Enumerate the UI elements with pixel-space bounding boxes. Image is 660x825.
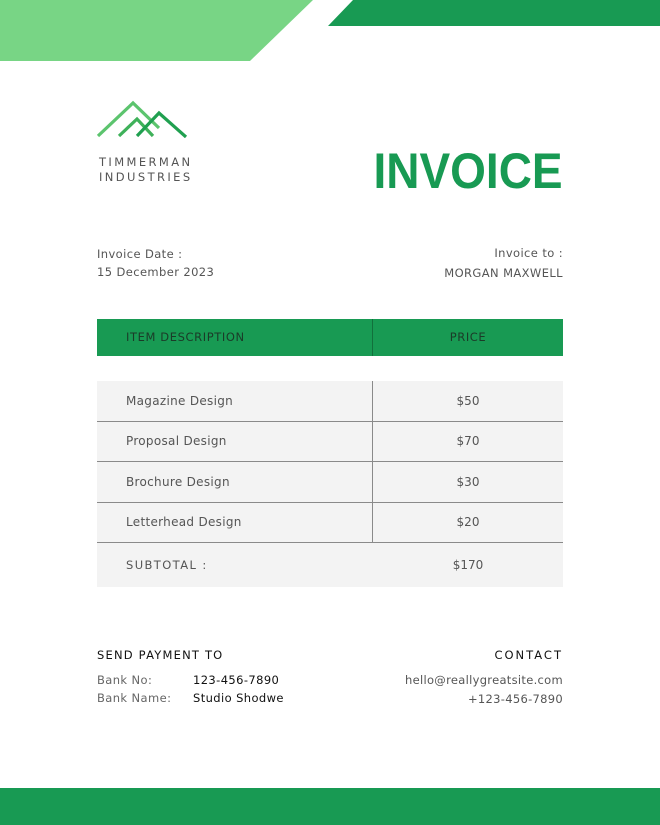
item-price: $70 (456, 434, 480, 449)
table-row (97, 503, 563, 544)
column-header-description: ITEM DESCRIPTION (97, 319, 373, 356)
invoice-date-label: Invoice Date : (97, 247, 183, 261)
footer-decor-band (0, 788, 660, 825)
item-description: Letterhead Design (97, 503, 373, 543)
items-table (97, 381, 563, 587)
contact-phone: +123-456-7890 (467, 692, 563, 706)
contact-heading: CONTACT (494, 648, 563, 662)
subtotal-row (97, 543, 563, 587)
header-decor-light-band (0, 0, 313, 61)
company-name (99, 155, 193, 185)
table-header (97, 319, 563, 356)
invoice-to-value: MORGAN MAXWELL (444, 266, 563, 280)
header-decor-dark-band (328, 0, 660, 26)
invoice-title: INVOICE (373, 143, 563, 199)
item-price: $50 (456, 393, 480, 408)
item-price: $30 (456, 474, 480, 489)
column-header-price: PRICE (449, 330, 487, 344)
company-name-line1: TIMMERMAN (99, 155, 193, 169)
item-description: Magazine Design (97, 381, 373, 421)
bank-name-line (97, 689, 284, 707)
invoice-date-value: 15 December 2023 (97, 265, 215, 279)
table-row (97, 381, 563, 422)
item-description: Brochure Design (97, 462, 373, 502)
table-row (97, 422, 563, 463)
contact-email[interactable]: hello@reallygreatsite.com (405, 673, 563, 687)
subtotal-value: $170 (452, 558, 484, 572)
invoice-to-label: Invoice to : (494, 246, 563, 260)
bank-number-label: Bank No: (97, 673, 153, 687)
subtotal-label: SUBTOTAL : (126, 558, 208, 572)
company-name-line2: INDUSTRIES (99, 170, 193, 184)
bank-name-label: Bank Name: (97, 691, 172, 705)
contact-section (405, 648, 563, 709)
bank-name-value: Studio Shodwe (193, 691, 284, 705)
payment-heading: SEND PAYMENT TO (97, 648, 224, 662)
item-description: Proposal Design (97, 422, 373, 462)
bank-number-value: 123-456-7890 (193, 673, 280, 687)
item-price: $20 (456, 515, 480, 530)
invoice-to-block (444, 243, 563, 283)
invoice-date-block (97, 245, 214, 281)
table-row (97, 462, 563, 503)
bank-number-line (97, 671, 284, 689)
mountain-peaks-icon (97, 100, 189, 138)
payment-section (97, 648, 284, 707)
